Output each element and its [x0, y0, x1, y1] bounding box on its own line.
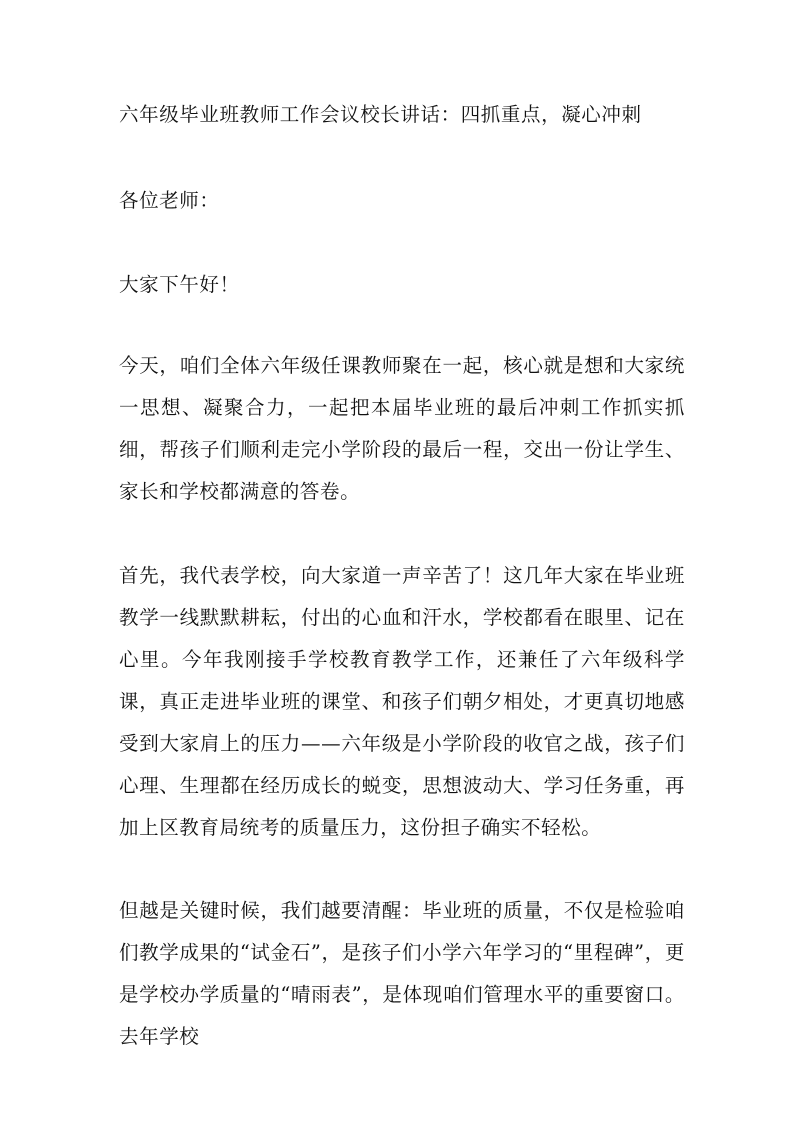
paragraph-importance: 但越是关键时候，我们越要清醒：毕业班的质量，不仅是检验咱们教学成果的“试金石”，是孩子们小学六年学习的“里程碑”，更是学校办学质量的“晴雨表”，是体现咱们管理水平的重要窗口。去年学校	[119, 899, 685, 1048]
paragraph-intro: 今天，咱们全体六年级任课教师聚在一起，核心就是想和大家统一思想、凝聚合力，一起把本届毕业班的最后冲刺工作抓实抓细，帮孩子们顺利走完小学阶段的最后一程，交出一份让学生、家长和学校都满意的答卷。	[119, 354, 685, 503]
salutation: 各位老师：	[119, 189, 220, 212]
greeting: 大家下午好！	[119, 273, 240, 296]
document-title: 六年级毕业班教师工作会议校长讲话：四抓重点，凝心冲刺	[119, 103, 642, 126]
paragraph-thanks: 首先，我代表学校，向大家道一声辛苦了！这几年大家在毕业班教学一线默默耕耘，付出的心血和汗水，学校都看在眼里、记在心里。今年我刚接手学校教育教学工作，还兼任了六年级科学课，真正走进毕业班的课堂、和孩子们朝夕相处，才更真切地感受到大家肩上的压力——六年级是小学阶段的收官之战，孩子们心理、生理都在经历成长的蜕变，思想波动大、学习任务重，再加上区教育局统考的质量压力，这份担子确实不轻松。	[119, 564, 685, 839]
